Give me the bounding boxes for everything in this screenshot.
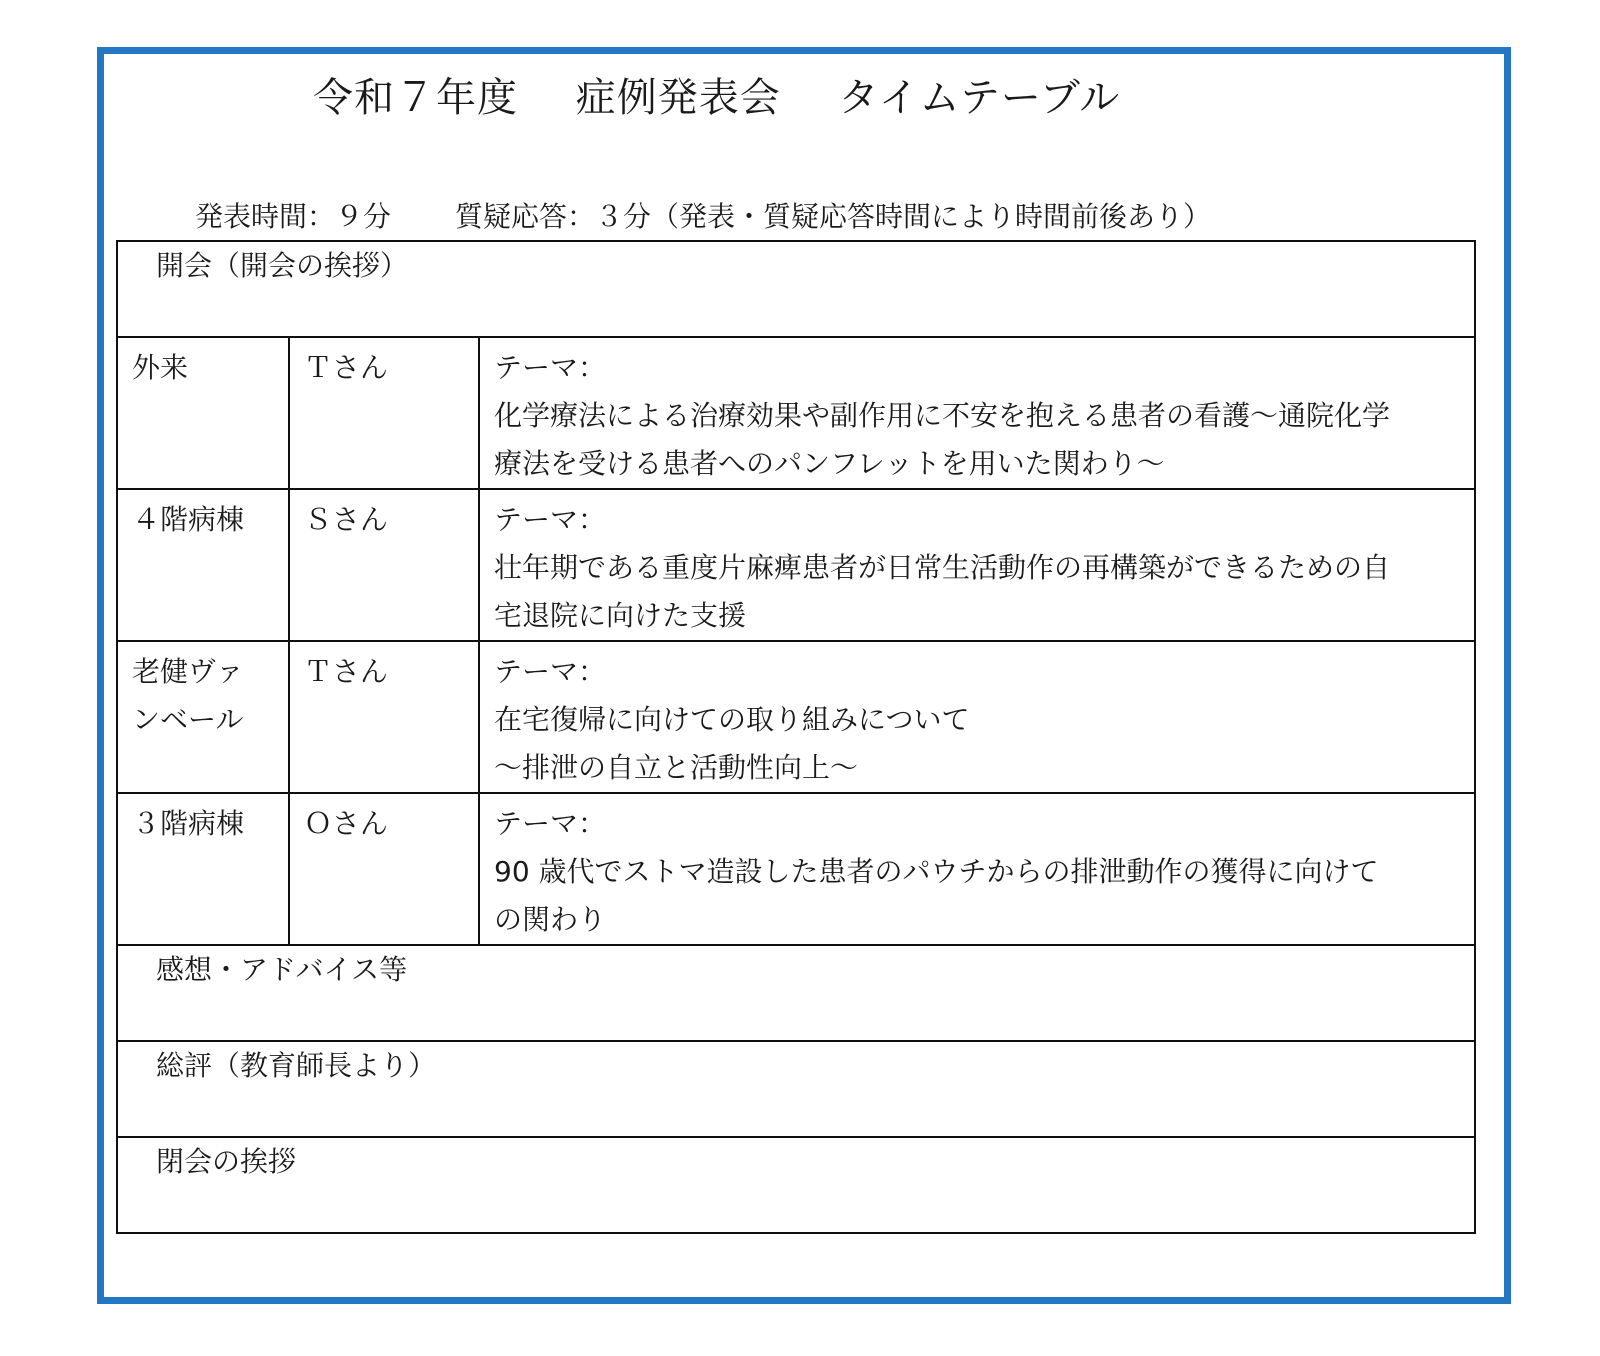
review-cell: 総評（教育師長より）: [117, 1041, 1475, 1137]
timetable: [116, 240, 1476, 1234]
theme-line: 90 歳代でストマ造設した患者のパウチからの排泄動作の獲得に向けて: [494, 855, 1379, 888]
title-year: 令和７年度: [313, 75, 518, 121]
department-cell: [117, 641, 289, 793]
department-cell: [117, 793, 289, 945]
theme-line: の関わり: [494, 903, 607, 936]
theme-cell: [479, 793, 1475, 945]
title-timetable: タイムテーブル: [838, 75, 1121, 121]
closing-cell: 閉会の挨拶: [117, 1137, 1475, 1233]
department-line: ンベール: [132, 703, 244, 736]
theme-line: 化学療法による治療効果や副作用に不安を抱える患者の看護～通院化学: [494, 399, 1391, 432]
presenter-cell: Ｔさん: [289, 641, 479, 793]
presentation-row: [117, 641, 1475, 793]
presentation-row: [117, 489, 1475, 641]
qa-time: 質疑応答：３分（発表・質疑応答時間により時間前後あり）: [455, 200, 1212, 233]
theme-label: テーマ：: [494, 503, 607, 536]
department-cell: [117, 337, 289, 489]
feedback-cell: 感想・アドバイス等: [117, 945, 1475, 1041]
page-title: [313, 66, 1120, 123]
theme-line: ～排泄の自立と活動性向上～: [494, 751, 859, 784]
opening-row: [117, 241, 1475, 337]
presentation-row: [117, 337, 1475, 489]
theme-line: 在宅復帰に向けての取り組みについて: [494, 703, 970, 736]
closing-row: [117, 1137, 1475, 1233]
presentation-time: 発表時間：９分: [195, 200, 392, 233]
theme-label: テーマ：: [494, 807, 607, 840]
timing-note: [195, 195, 1211, 235]
department-line: 老健ヴァ: [132, 655, 244, 688]
theme-line: 壮年期である重度片麻痺患者が日常生活動作の再構築ができるための自: [494, 551, 1391, 584]
presenter-cell: Ｏさん: [289, 793, 479, 945]
department-cell: [117, 489, 289, 641]
title-event: 症例発表会: [575, 75, 781, 121]
department-line: 外来: [132, 351, 189, 384]
opening-cell: 開会（開会の挨拶）: [117, 241, 1475, 337]
theme-cell: [479, 489, 1475, 641]
theme-line: 療法を受ける患者へのパンフレットを用いた関わり～: [494, 447, 1165, 480]
theme-cell: [479, 337, 1475, 489]
theme-cell: [479, 641, 1475, 793]
theme-label: テーマ：: [494, 655, 607, 688]
presenter-cell: Ｔさん: [289, 337, 479, 489]
department-line: ３階病棟: [132, 807, 245, 840]
feedback-row: [117, 945, 1475, 1041]
theme-line: 宅退院に向けた支援: [494, 599, 747, 632]
department-line: ４階病棟: [132, 503, 245, 536]
presenter-cell: Ｓさん: [289, 489, 479, 641]
theme-label: テーマ：: [494, 351, 607, 384]
presentation-row: [117, 793, 1475, 945]
review-row: [117, 1041, 1475, 1137]
